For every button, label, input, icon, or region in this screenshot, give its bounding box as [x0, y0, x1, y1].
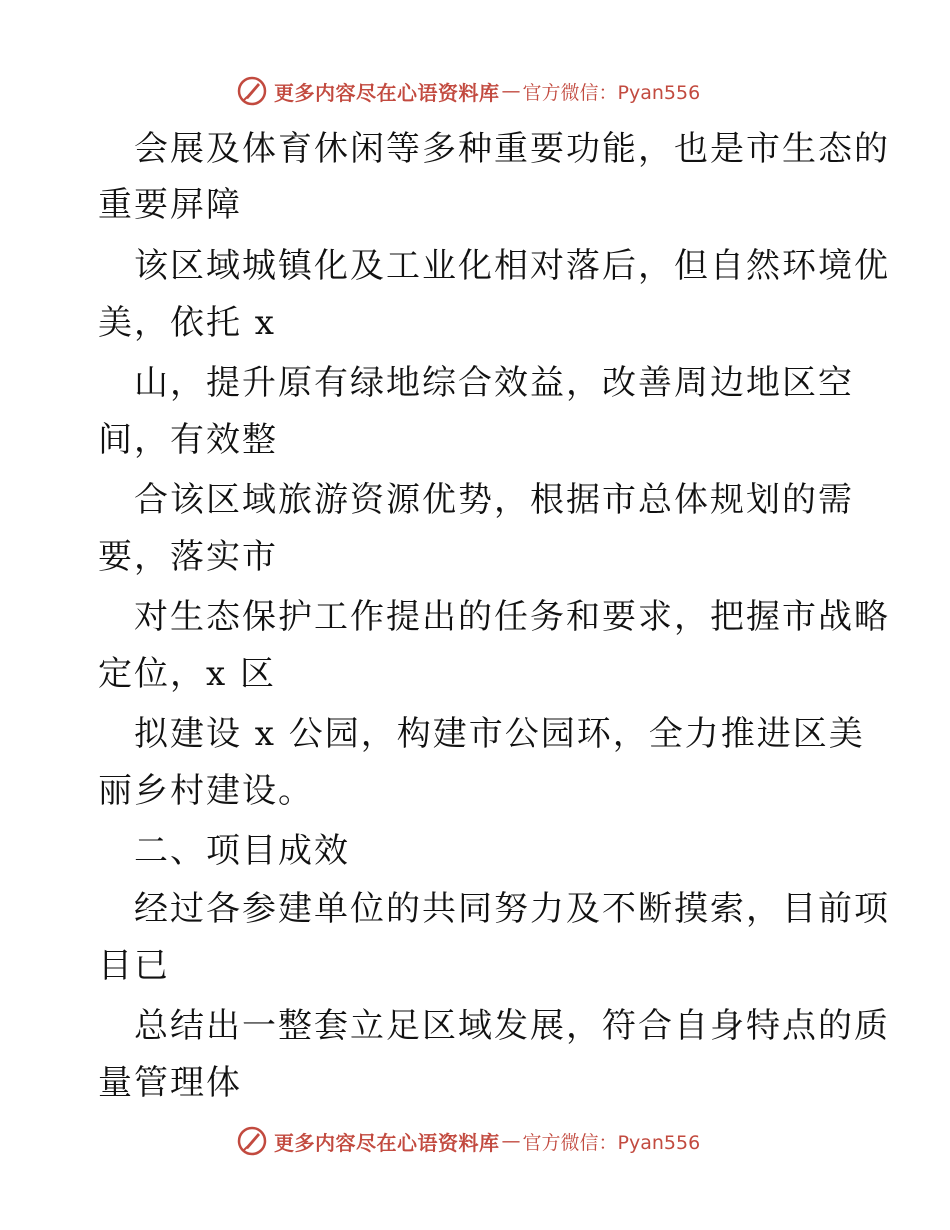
body-line: 对生态保护工作提出的任务和要求，把握市战略	[134, 597, 890, 637]
banner-main-text: 更多内容尽在心语资料库	[274, 1130, 500, 1155]
banner-main-text: 更多内容尽在心语资料库	[274, 80, 500, 105]
body-line: 会展及体育休闲等多种重要功能，也是市生态的	[134, 129, 890, 169]
body-line: 丽乡村建设。	[98, 771, 314, 811]
body-line: 要，落实市	[98, 537, 278, 577]
body-line: 目已	[98, 946, 170, 986]
body-line: 间，有效整	[98, 420, 278, 460]
header-watermark-banner	[236, 74, 700, 108]
body-line: 经过各参建单位的共同努力及不断摸索，目前项	[134, 889, 890, 929]
body-line: 定位，x 区	[98, 654, 276, 694]
banner-dash: —	[501, 80, 521, 102]
footer-watermark-banner	[236, 1124, 700, 1158]
body-line: 美，依托 x	[98, 303, 276, 343]
quill-logo-icon	[236, 75, 268, 107]
body-line: 拟建设 x 公园，构建市公园环，全力推进区美	[134, 714, 865, 754]
banner-sub-text: 官方微信：Pyan556	[522, 81, 701, 104]
banner-dash: —	[501, 1130, 521, 1152]
body-line: 总结出一整套立足区域发展，符合自身特点的质	[134, 1006, 890, 1046]
body-line: 量管理体	[98, 1063, 242, 1103]
quill-logo-icon	[236, 1125, 268, 1157]
section-heading: 二、项目成效	[134, 831, 350, 871]
banner-sub-text: 官方微信：Pyan556	[522, 1131, 701, 1154]
body-line: 山，提升原有绿地综合效益，改善周边地区空	[134, 363, 854, 403]
body-line: 该区域城镇化及工业化相对落后，但自然环境优	[134, 246, 890, 286]
body-line: 重要屏障	[98, 185, 242, 225]
body-line: 合该区域旅游资源优势，根据市总体规划的需	[134, 480, 854, 520]
